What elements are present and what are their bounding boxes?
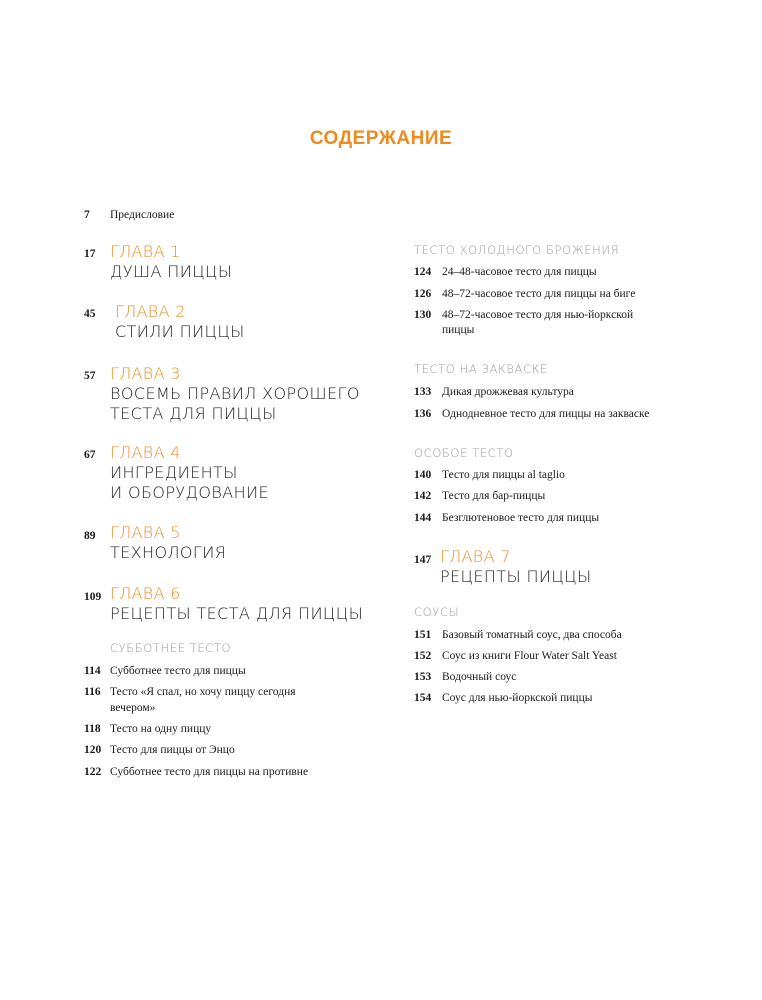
chapter-title: СТИЛИ ПИЦЦЫ (115, 322, 245, 341)
entry-title: Базовый томатный соус, два способа (442, 629, 622, 641)
page-number: 154 (414, 692, 432, 704)
page-number: 136 (414, 408, 432, 420)
page-number: 17 (84, 248, 96, 260)
chapter-title: РЕЦЕПТЫ ПИЦЦЫ (440, 567, 592, 586)
entry-title: Дикая дрожжевая культура (442, 386, 574, 398)
page-number: 118 (84, 723, 101, 735)
page-number: 130 (414, 309, 432, 321)
entry-title: Тесто «Я спал, но хочу пиццу сегодня (110, 686, 296, 698)
entry-title: Субботнее тесто для пиццы на противне (110, 766, 309, 778)
chapter-label: ГЛАВА 2 (115, 302, 186, 321)
entry-title: Соус для нью-йоркской пиццы (442, 692, 593, 704)
page-number: 126 (414, 288, 432, 300)
entry-title: Однодневное тесто для пиццы на закваске (442, 408, 650, 420)
section-heading-cold-fermentation: ТЕСТО ХОЛОДНОГО БРОЖЕНИЯ (414, 243, 620, 257)
section-heading-sourdough: ТЕСТО НА ЗАКВАСКЕ (414, 362, 548, 376)
page-number: 116 (84, 686, 101, 698)
chapter-title-line-2: ТЕСТА ДЛЯ ПИЦЦЫ (110, 404, 277, 423)
page-number: 67 (84, 449, 96, 461)
chapter-title-line-2: И ОБОРУДОВАНИЕ (110, 483, 269, 502)
page-number: 120 (84, 744, 102, 756)
page-number: 140 (414, 469, 432, 481)
page-number: 153 (414, 671, 432, 683)
entry-title: Тесто для пиццы от Энцо (110, 744, 235, 756)
chapter-label: ГЛАВА 4 (110, 443, 181, 462)
entry-title: 48–72-часовое тесто для пиццы на биге (442, 288, 636, 300)
page-number: 147 (414, 554, 432, 566)
section-heading-special-dough: ОСОБОЕ ТЕСТО (414, 446, 514, 460)
entry-title: Субботнее тесто для пиццы (110, 665, 246, 677)
page-number: 144 (414, 512, 432, 524)
page-number: 142 (414, 490, 432, 502)
chapter-title: РЕЦЕПТЫ ТЕСТА ДЛЯ ПИЦЦЫ (110, 604, 364, 623)
page-number: 89 (84, 530, 96, 542)
entry-title: Водочный соус (442, 671, 517, 683)
chapter-label: ГЛАВА 5 (110, 523, 181, 542)
page-number: 45 (84, 308, 96, 320)
chapter-title: ВОСЕМЬ ПРАВИЛ ХОРОШЕГО (110, 384, 360, 403)
chapter-title: ИНГРЕДИЕНТЫ (110, 463, 238, 482)
page-number: 152 (414, 650, 432, 662)
page-title: СОДЕРЖАНИЕ (309, 128, 453, 149)
page-number: 114 (84, 665, 101, 677)
entry-title: Предисловие (110, 209, 175, 221)
page-number: 109 (84, 591, 102, 603)
entry-title: Тесто для пиццы al taglio (442, 469, 565, 481)
chapter-title: ТЕХНОЛОГИЯ (110, 543, 227, 562)
entry-title: 48–72-часовое тесто для нью-йоркской (442, 309, 634, 321)
entry-title-line-2: вечером» (110, 702, 156, 714)
page-number: 124 (414, 266, 432, 278)
section-heading-saturday-dough: СУББОТНЕЕ ТЕСТО (110, 641, 232, 655)
page-number: 7 (84, 209, 90, 221)
page-number: 57 (84, 370, 96, 382)
entry-title: Безглютеновое тесто для пиццы (442, 512, 600, 524)
entry-title: Тесто на одну пиццу (110, 723, 212, 735)
chapter-title: ДУША ПИЦЦЫ (110, 262, 233, 281)
section-heading-sauces: СОУСЫ (414, 605, 460, 619)
page-number: 122 (84, 766, 102, 778)
chapter-label: ГЛАВА 7 (440, 547, 511, 566)
chapter-label: ГЛАВА 1 (110, 242, 181, 261)
entry-title: Соус из книги Flour Water Salt Yeast (442, 650, 617, 662)
entry-title-line-2: пиццы (442, 324, 475, 336)
entry-title: Тесто для бар-пиццы (442, 490, 546, 502)
entry-title: 24–48-часовое тесто для пиццы (442, 266, 597, 278)
page-number: 133 (414, 386, 432, 398)
page-number: 151 (414, 629, 432, 641)
chapter-label: ГЛАВА 6 (110, 584, 181, 603)
chapter-label: ГЛАВА 3 (110, 364, 181, 383)
